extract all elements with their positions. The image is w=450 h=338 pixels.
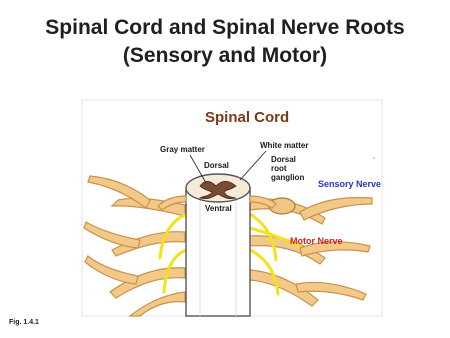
drg-label-line-2: root (271, 164, 287, 173)
drg-label-line-1: Dorsal (271, 155, 296, 164)
figure-label: Fig. 1.4.1 (9, 319, 39, 326)
diagram-heading: Spinal Cord (205, 109, 290, 126)
white-matter-label: White matter (260, 141, 309, 150)
page-title-line-2: (Sensory and Motor) (122, 44, 328, 67)
spinal-cord-column (186, 174, 250, 316)
dorsal-label: Dorsal (204, 161, 229, 170)
sensory-nerve-label: Sensory Nerve (318, 179, 382, 189)
page-title-line-1: Spinal Cord and Spinal Nerve Roots (45, 16, 405, 39)
gray-matter-label: Gray matter (160, 145, 205, 154)
ventral-label: Ventral (205, 204, 232, 213)
motor-nerve-label: Motor Nerve (290, 236, 343, 246)
drg-label-line-3: ganglion (271, 173, 305, 182)
